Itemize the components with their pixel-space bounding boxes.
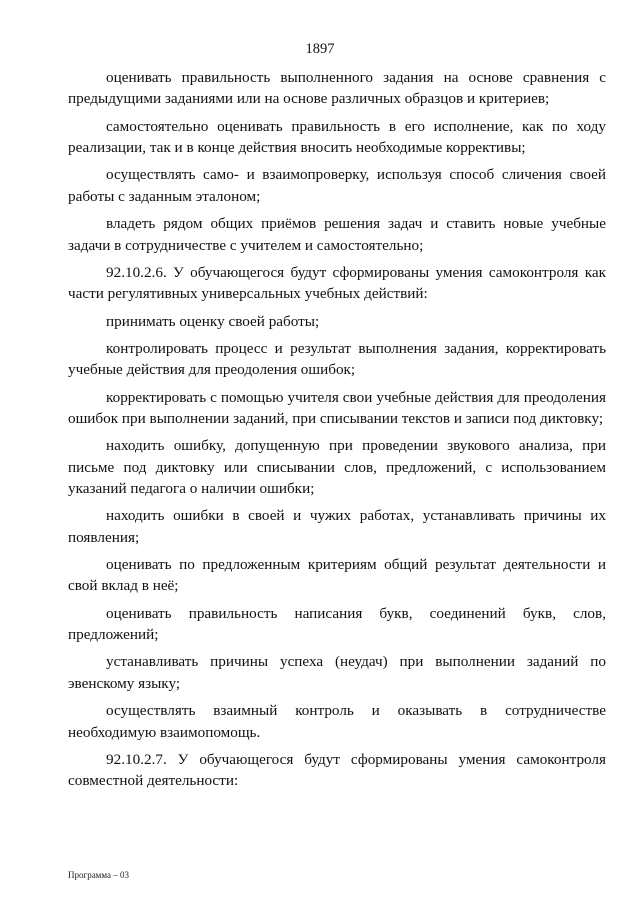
- body-text: [68, 67, 606, 798]
- paragraph: находить ошибки в своей и чужих работах, устанавливать причины их появления;: [68, 507, 606, 546]
- paragraph: осуществлять само- и взаимопроверку, используя способ сличения своей работы с заданным эталоном;: [68, 166, 606, 205]
- section-paragraph: 92.10.2.7. У обучающегося будут сформированы умения самоконтроля совместной деятельности:: [68, 750, 606, 790]
- paragraph: принимать оценку своей работы;: [106, 312, 320, 330]
- paragraph: корректировать с помощью учителя свои учебные действия для преодоления ошибок при выполнении заданий, при списывании текстов и записи под диктовку;: [68, 388, 606, 427]
- page-footer: Программа – 03: [68, 870, 130, 880]
- paragraph: находить ошибку, допущенную при проведении звукового анализа, при письме под диктовку или списывании слов, предложений, с использованием указаний педагога о наличии ошибки;: [68, 437, 606, 498]
- paragraph: устанавливать причины успеха (неудач) при выполнении заданий по эвенскому языку;: [68, 653, 606, 692]
- page-number: 1897: [305, 41, 335, 57]
- section-paragraph: 92.10.2.6. У обучающегося будут сформированы умения самоконтроля как части регулятивных универсальных учебных действий:: [68, 263, 606, 303]
- paragraph: оценивать правильность написания букв, соединений букв, слов, предложений;: [68, 604, 606, 644]
- paragraph: самостоятельно оценивать правильность в его исполнение, как по ходу реализации, так и в конце действия вносить необходимые коррективы;: [68, 117, 606, 157]
- paragraph: оценивать правильность выполненного задания на основе сравнения с предыдущими заданиями или на основе различных образцов и критериев;: [68, 69, 606, 108]
- paragraph: контролировать процесс и результат выполнения задания, корректировать учебные действия для преодоления ошибок;: [68, 339, 606, 379]
- paragraph: владеть рядом общих приёмов решения задач и ставить новые учебные задачи в сотрудничестве с учителем и самостоятельно;: [68, 215, 606, 254]
- paragraph: оценивать по предложенным критериям общий результат деятельности и свой вклад в неё;: [68, 556, 606, 595]
- paragraph: осуществлять взаимный контроль и оказывать в сотрудничестве необходимую взаимопомощь.: [68, 702, 606, 741]
